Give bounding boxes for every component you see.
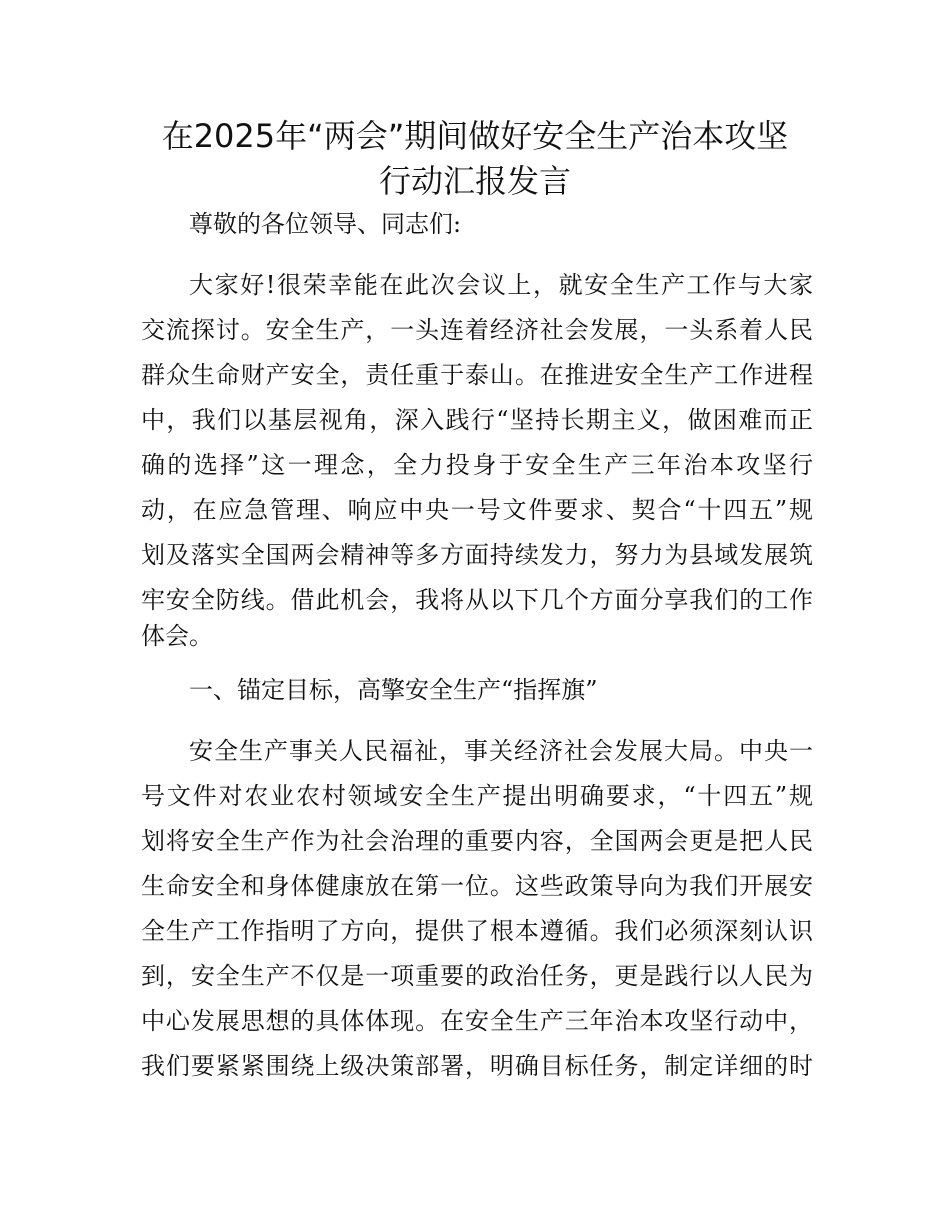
paragraph-1-line: 大家好!很荣幸能在此次会议上，就安全生产工作与大家	[189, 271, 813, 299]
paragraph-1-line: 划及落实全国两会精神等多方面持续发力，努力为县域发展筑	[141, 541, 813, 569]
paragraph-2-line: 我们要紧紧围绕上级决策部署，明确目标任务，制定详细的时	[141, 1052, 813, 1080]
paragraph-2-line: 全生产工作指明了方向，提供了根本遵循。我们必须深刻认识	[141, 917, 813, 945]
section-heading-1: 一、锚定目标，高擎安全生产“指挥旗”	[189, 676, 598, 704]
document-title-line-2: 行动汇报发言	[378, 162, 571, 200]
paragraph-1-line: 动，在应急管理、响应中央一号文件要求、契合“十四五”规	[141, 496, 813, 524]
paragraph-2-line: 号文件对农业农村领域安全生产提出明确要求，“十四五”规	[141, 782, 813, 810]
paragraph-1-line: 牢安全防线。借此机会，我将从以下几个方面分享我们的工作	[141, 586, 813, 614]
paragraph-1-line: 中，我们以基层视角，深入践行“坚持长期主义，做困难而正	[141, 406, 813, 434]
document-title-line-1: 在2025年“两会”期间做好安全生产治本攻坚	[161, 117, 789, 155]
paragraph-2-line: 中心发展思想的具体体现。在安全生产三年治本攻坚行动中，	[141, 1007, 813, 1035]
paragraph-2-line: 到，安全生产不仅是一项重要的政治任务，更是践行以人民为	[141, 962, 813, 990]
paragraph-1-line: 体会。	[141, 622, 213, 650]
paragraph-2-line: 安全生产事关人民福祉，事关经济社会发展大局。中央一	[189, 737, 813, 765]
paragraph-1-line: 确的选择”这一理念，全力投身于安全生产三年治本攻坚行	[141, 451, 813, 479]
greeting: 尊敬的各位领导、同志们:	[189, 210, 462, 238]
paragraph-2-line: 生命安全和身体健康放在第一位。这些政策导向为我们开展安	[141, 872, 813, 900]
paragraph-1-line: 交流探讨。安全生产，一头连着经济社会发展，一头系着人民	[141, 316, 813, 344]
paragraph-1-line: 群众生命财产安全，责任重于泰山。在推进安全生产工作进程	[141, 361, 813, 389]
paragraph-2-line: 划将安全生产作为社会治理的重要内容，全国两会更是把人民	[141, 827, 813, 855]
